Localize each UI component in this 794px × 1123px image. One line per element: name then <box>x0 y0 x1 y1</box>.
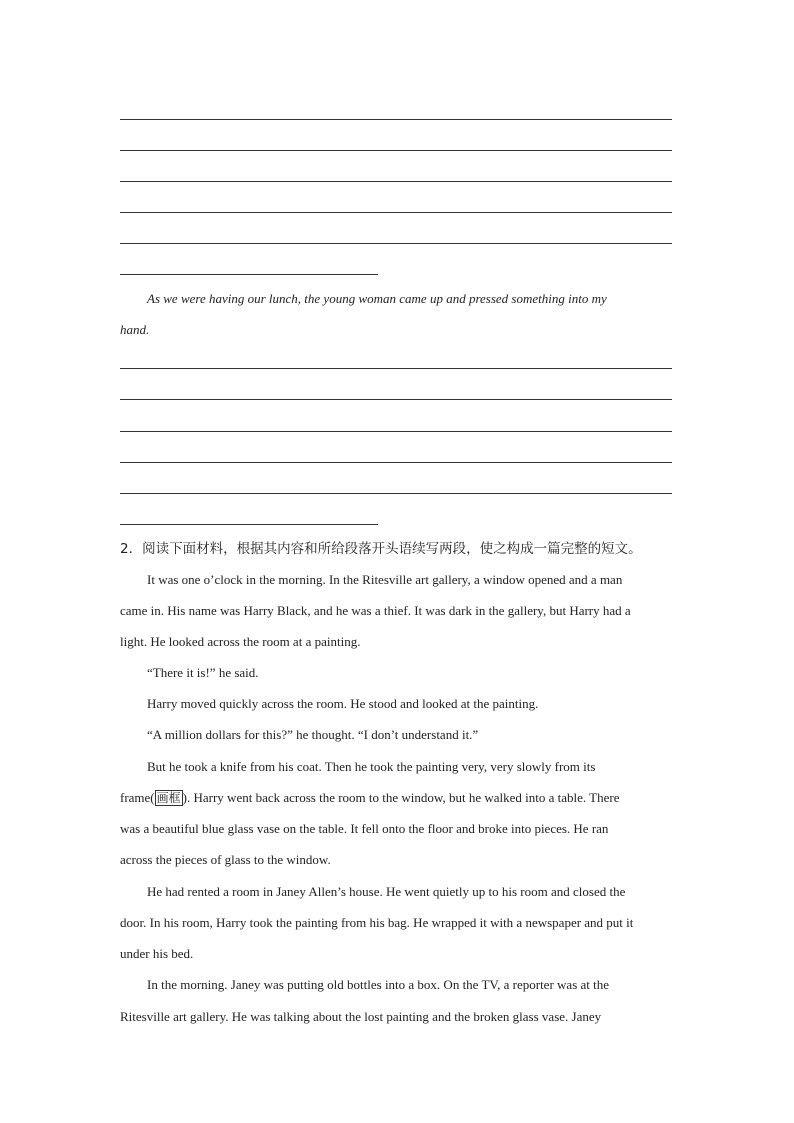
passage-line: In the morning. Janey was putting old bottles into a box. On the TV, a reporter was at the <box>147 977 610 992</box>
answer-line <box>120 368 672 369</box>
passage-line: door. In his room, Harry took the painting from his bag. He wrapped it with a newspaper and put it <box>120 915 634 930</box>
passage-line: came in. His name was Harry Black, and he was a thief. It was dark in the gallery, but Harry had a <box>120 603 631 618</box>
answer-line <box>120 431 672 432</box>
passage-line: But he took a knife from his coat. Then he took the painting very, very slowly from its <box>147 759 596 774</box>
boxed-gloss: 画框 <box>156 791 181 805</box>
answer-line <box>120 462 672 463</box>
answer-line <box>120 181 672 182</box>
passage-line: “There it is!” he said. <box>147 665 259 680</box>
passage-line: It was one o’clock in the morning. In the Ritesville art gallery, a window opened and a man <box>147 572 623 587</box>
passage-fragment: frame( <box>120 790 155 805</box>
question-heading: 2．阅读下面材料，根据其内容和所给段落开头语续写两段，使之构成一篇完整的短文。 <box>120 541 642 557</box>
answer-line <box>120 119 672 120</box>
passage-line: under his bed. <box>120 946 194 961</box>
paragraph-prompt-line: As we were having our lunch, the young woman came up and pressed something into my <box>147 291 607 306</box>
passage-line: He had rented a room in Janey Allen’s house. He went quietly up to his room and closed the <box>147 884 626 899</box>
passage-line: “A million dollars for this?” he thought. “I don’t understand it.” <box>147 727 479 742</box>
paragraph-prompt-line: hand. <box>120 322 150 337</box>
answer-line <box>120 243 672 244</box>
answer-line <box>120 274 378 275</box>
answer-line <box>120 150 672 151</box>
passage-line <box>120 782 676 813</box>
passage-line: Harry moved quickly across the room. He stood and looked at the painting. <box>147 696 539 711</box>
passage-fragment: ). Harry went back across the room to the window, but he walked into a table. There <box>182 790 620 805</box>
answer-line <box>120 399 672 400</box>
passage-line: light. He looked across the room at a painting. <box>120 634 361 649</box>
answer-line <box>120 212 672 213</box>
answer-line <box>120 493 672 494</box>
passage-line: across the pieces of glass to the window. <box>120 852 331 867</box>
answer-line <box>120 524 378 525</box>
passage-line: was a beautiful blue glass vase on the table. It fell onto the floor and broke into pieces. He ran <box>120 821 609 836</box>
passage-line: Ritesville art gallery. He was talking about the lost painting and the broken glass vase. Janey <box>120 1009 602 1024</box>
